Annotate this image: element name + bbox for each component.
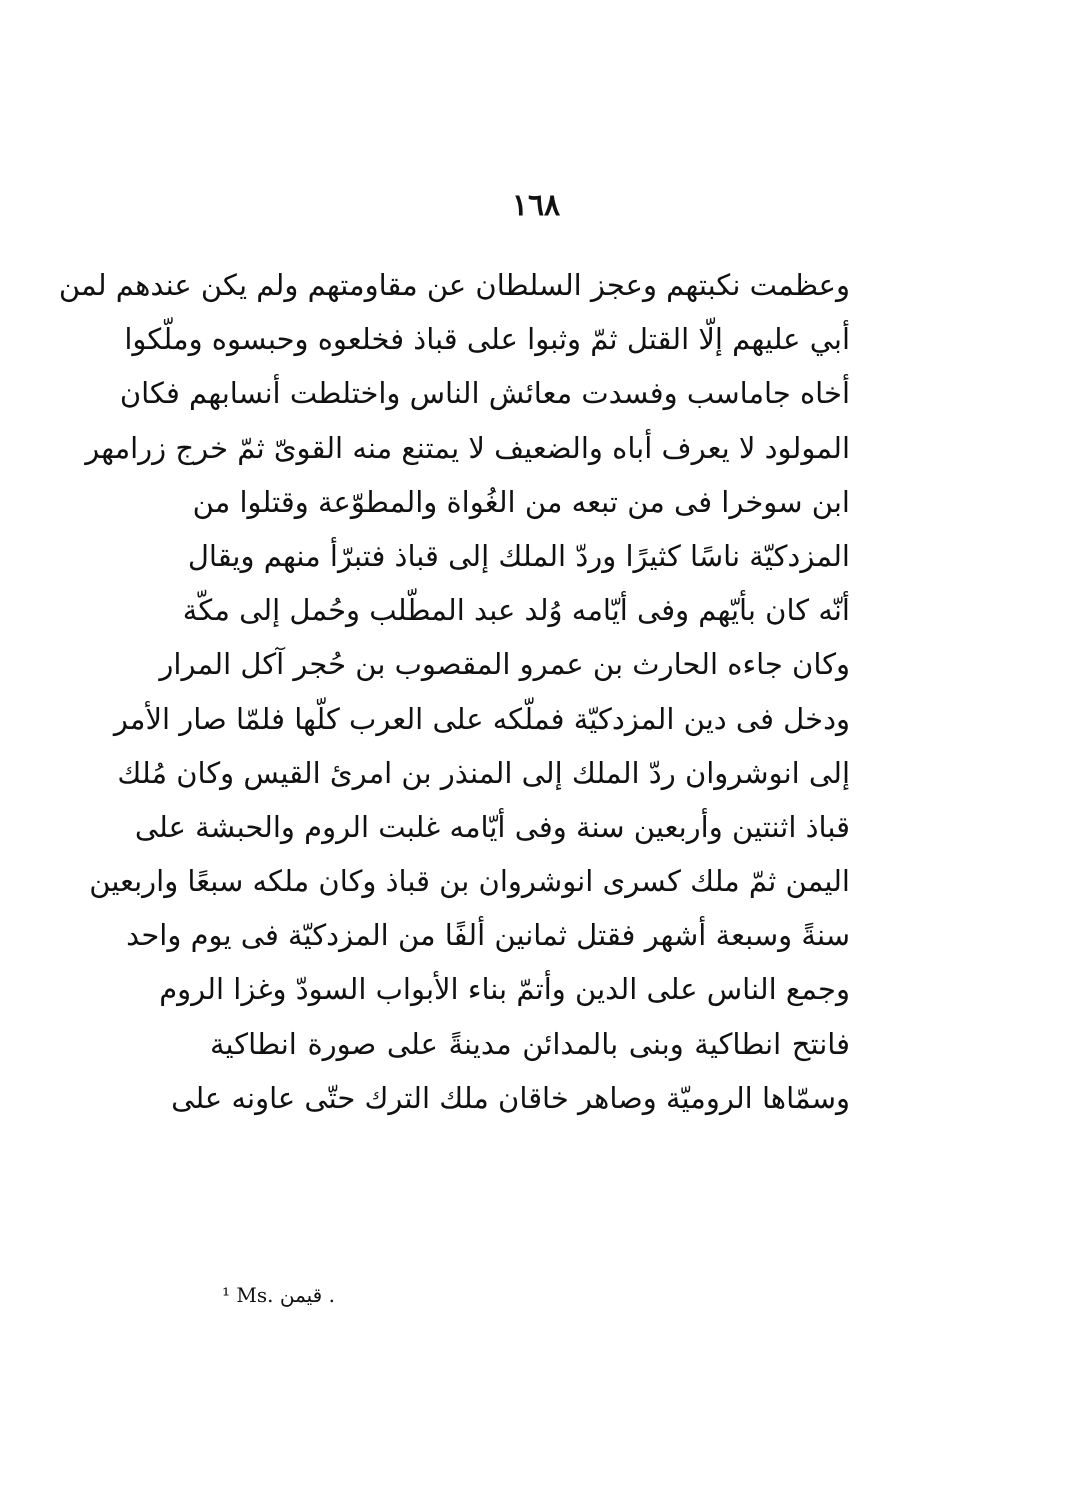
text-line: إلى انوشروان ردّ الملك إلى المنذر بن امرئ القيس وكان مُلك <box>117 755 850 790</box>
text-line: ودخل فى دين المزدكيّة فملّكه على العرب كلّها فلمّا صار الأمر <box>113 701 850 736</box>
text-line: وجمع الناس على الدين وأتمّ بناء الأبواب السودّ وغزا الروم <box>159 972 850 1007</box>
text-line: وعظمت نكبتهم وعجز السلطان عن مقاومتهم ولم يكن عندهم لمن <box>58 268 850 302</box>
text-line: وكان جاءه الحارث بن عمرو المقصوب بن حُجر آكل المرار <box>159 647 850 682</box>
text-line: أنّه كان بأيّهم وفى أيّامه وُلد عبد المطّلب وحُمل إلى مكّة <box>182 593 850 628</box>
main-text-block <box>58 258 850 1125</box>
text-line: اليمن ثمّ ملك كسرى انوشروان بن قباذ وكان ملكه سبعًا واربعين <box>89 864 850 899</box>
text-line: قباذ اثنتين وأربعين سنة وفى أيّامه غلبت الروم والحبشة على <box>134 809 850 844</box>
text-line: فانتح انطاكية وبنى بالمدائن مدينةً على صورة انطاكية <box>210 1026 850 1061</box>
text-line: أخاه جاماسب وفسدت معائش الناس واختلطت أنسابهم فكان <box>119 376 850 411</box>
text-line: المزدكيّة ناسًا كثيرًا وردّ الملك إلى قباذ فتبرّأ منهم ويقال <box>187 538 850 573</box>
text-line: أبي عليهم إلّا القتل ثمّ وثبوا على قباذ فخلعوه وحبسوه وملّكوا <box>124 322 850 357</box>
text-line: ابن سوخرا فى من تبعه من الغُواة والمطوّعة وقتلوا من <box>192 484 850 519</box>
text-line: وسمّاها الروميّة وصاهر خاقان ملك الترك حتّى عاونه على <box>171 1080 850 1115</box>
footnote: ¹ Ms. قيمن . <box>222 1283 335 1307</box>
text-line: سنةً وسبعة أشهر فقتل ثمانين ألفًا من المزدكيّة فى يوم واحد <box>126 918 850 953</box>
text-line: المولود لا يعرف أباه والضعيف لا يمتنع منه القوىّ ثمّ خرج زرامهر <box>85 430 850 465</box>
page-number: ١٦٨ <box>511 188 561 223</box>
